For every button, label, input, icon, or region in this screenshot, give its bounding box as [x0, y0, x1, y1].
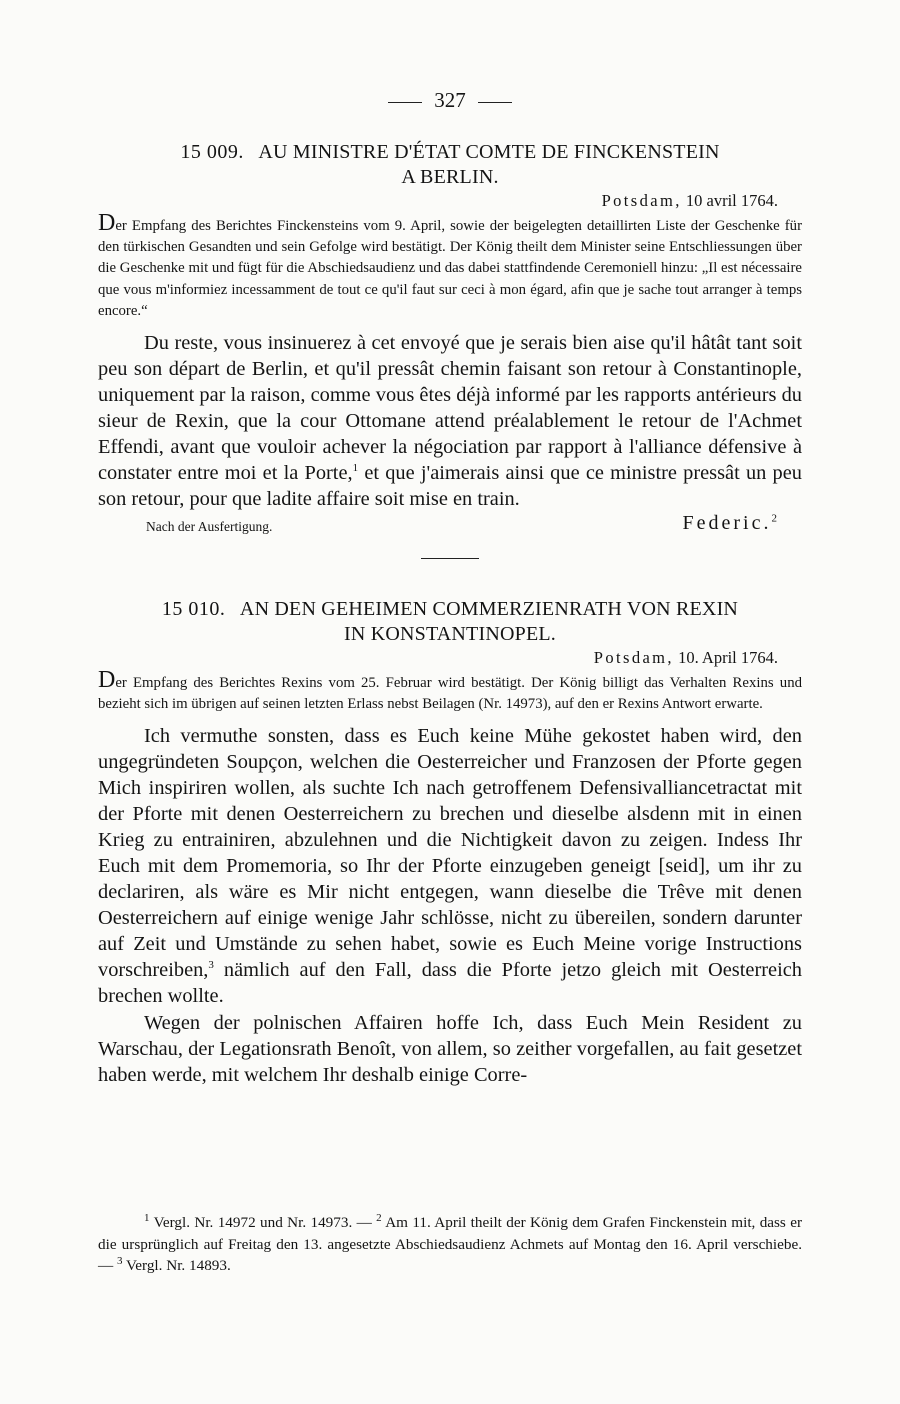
- document-number: 15 010.: [161, 598, 226, 621]
- addressee-line2: IN KONSTANTINOPEL.: [344, 623, 556, 646]
- footnote-ref: 2: [771, 512, 780, 525]
- paragraph-text: et que j'aimerais ainsi que ce ministre pressât un peu son retour, pour que ladite affaire soit mise en train.: [98, 462, 802, 511]
- place-date: [98, 647, 802, 669]
- page-number-rule-left: [388, 102, 422, 103]
- summary-initial: D: [98, 210, 116, 236]
- paragraph: [98, 723, 802, 1009]
- date: 10. April 1764.: [678, 648, 778, 668]
- paragraph: [98, 330, 802, 512]
- letter-body: [98, 723, 802, 1088]
- paragraph-text: Du reste, vous insinuerez à cet envoyé que je serais bien aise qu'il hâtât tant soit peu son départ de Berlin, et qu'il pressât chemin faisant son retour à Constantinople, uniquement par la raison, comme vous êtes déjà informé par les rapports antérieurs du sieur de Rexin, que la cour Ottomane attend préalablement le retour de l'Achmet Effendi, avant que vouloir achever la négociation par rapport à l'alliance défensive à constater entre moi et la Porte,: [98, 332, 802, 485]
- paragraph-text: Ich vermuthe sonsten, dass es Euch keine Mühe gekostet haben wird, den ungegründeten Soupçon, welchen die Oesterreicher und Franzosen der Pforte gegen Mich inspiriren wollen, als suchte Ich nach getroffenem Defensivalliancetractat mit der Pforte mit denen Oesterreichern zu brechen und dieselbe alsdenn mit in einen Krieg zu entrainiren, abzulehnen und die Nichtigkeit davon zu zeigen. Indess Ihr Euch mit dem Promemoria, so Ihr der Pforte einzugeben geneigt [seid], um ihr zu declariren, als wäre es Mir nicht entgegen, wann dieselbe die Trêve mit denen Oesterreichern auf einige wenige Jahr schlösse, nicht zu übereilen, sondern darunter auf Zeit und Umstände zu sehen habet, sowie es Euch Meine vorige Instructions vorschreiben,: [98, 725, 802, 982]
- document-number: 15 009.: [180, 141, 244, 163]
- place-date: [98, 190, 802, 212]
- date: 10 avril 1764.: [685, 191, 778, 210]
- paragraph: Wegen der polnischen Affairen hoffe Ich, dass Euch Mein Resident zu Warschau, der Legationsrath Benoît, von allem, so zeither vorgefallen, au fait gesetzet haben werde, mit welchem Ihr deshalb einige Corre-: [98, 1012, 802, 1087]
- document-heading-15010: [98, 597, 802, 647]
- footnote-mark: 3: [116, 1254, 123, 1267]
- letter-body: [98, 330, 802, 512]
- addressee-line2: A BERLIN.: [401, 166, 499, 188]
- page: [98, 84, 802, 1088]
- summary-initial: D: [98, 667, 116, 694]
- footnote-ref: 1: [352, 462, 359, 475]
- summary-text: er Empfang des Berichtes Finckensteins vom 9. April, sowie der beigelegten detaillirten Liste der Geschenke für den türkischen Gesandten und sein Gefolge wird bestätigt. Der König theilt dem Minister seine Entschliessungen über die Geschenke mit und fügt für die Abschiedsaudienz und das dabei stattfindende Ceremoniell hinzu: „Il est nécessaire que vous m'informiez incessamment de tout ce qu'il faut sur ceci à mon égard, afin que je sache tout arranger à temps encore.“: [98, 218, 802, 319]
- summary-text: er Empfang des Berichtes Rexins vom 25. Februar wird bestätigt. Der König billigt das Verhalten Rexins und bezieht sich im übrigen auf seinen letzten Erlass nebst Beilagen (Nr. 14973), auf den er Rexins Antwort erwarte.: [98, 675, 802, 713]
- place: Potsdam,: [593, 648, 674, 668]
- footnote-mark: 1: [144, 1211, 150, 1224]
- footnote-block: [98, 1212, 802, 1277]
- footnote-1: Vergl. Nr. 14972 und Nr. 14973. —: [153, 1214, 372, 1231]
- document-heading-15009: [98, 140, 802, 190]
- footnotes: [98, 1212, 802, 1277]
- page-number-rule-right: [478, 102, 512, 103]
- page-number: [98, 84, 802, 116]
- signature-row: [98, 512, 802, 540]
- addressee-line1: AU MINISTRE D'ÉTAT COMTE DE FINCKENSTEIN: [258, 141, 720, 163]
- summary: [98, 667, 802, 715]
- signature-text: Federic.: [682, 512, 772, 535]
- page-number-text: 327: [434, 88, 466, 112]
- paragraph-text: nämlich auf den Fall, dass die Pforte jetzo gleich mit Oesterreich brechen wollte.: [98, 959, 802, 1008]
- source-note: Nach der Ausfertigung.: [146, 519, 273, 535]
- footnote-mark: 2: [376, 1211, 382, 1224]
- footnote-3: Vergl. Nr. 14893.: [126, 1257, 231, 1274]
- separator-rule: [421, 558, 479, 559]
- summary: [98, 210, 802, 322]
- footnote-2: Am 11. April theilt der König dem Grafen Finckenstein mit, dass er die ursprünglich auf Freitag den 13. angesetzte Abschiedsaudienz Achmets auf Montag den 16. April verschiebe. —: [98, 1214, 802, 1274]
- signature: [683, 512, 780, 535]
- place: Potsdam,: [601, 191, 682, 210]
- footnote-ref: 3: [208, 959, 214, 972]
- addressee-line1: AN DEN GEHEIMEN COMMERZIENRATH VON REXIN: [239, 598, 739, 621]
